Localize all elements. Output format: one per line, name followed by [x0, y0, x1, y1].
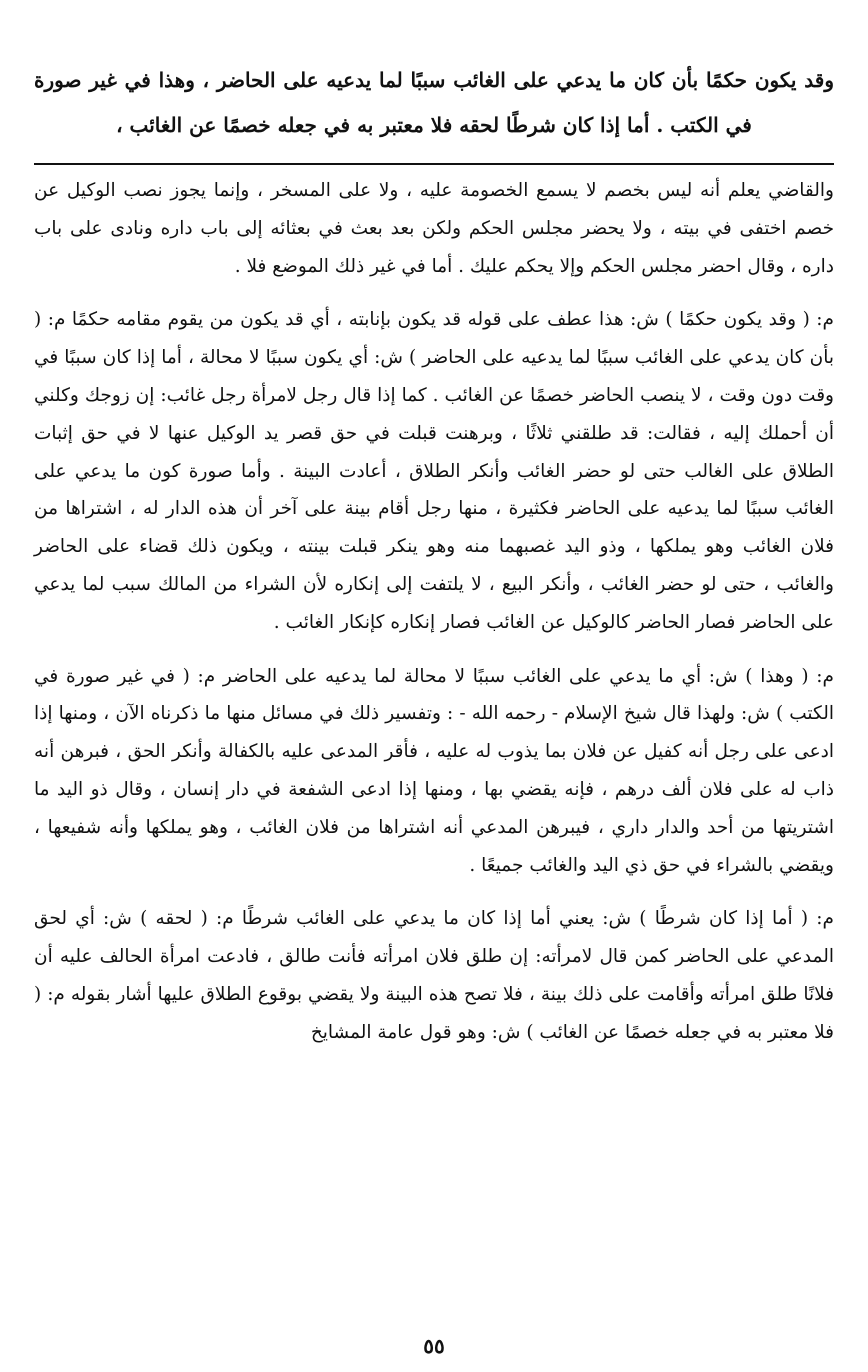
separator-rule [34, 163, 834, 165]
matn-header-text: وقد يكون حكمًا بأن كان ما يدعي على الغائب سببًا لما يدعيه على الحاضر ، وهذا في غير صورة في الكتب . أما إذا كان شرطًا لحقه فلا معتبر به في جعله خصمًا عن الغائب ، [34, 68, 834, 137]
commentary-paragraph-2: م: ( وقد يكون حكمًا ) ش: هذا عطف على قوله قد يكون بإنابته ، أي قد يكون من يقوم مقامه حكمًا م: ( بأن كان يدعي على الغائب سببًا لما يدعيه على الحاضر ) ش: أي يكون سببًا لا محالة ، أما إذا كان سببًا في وقت دون وقت ، لا ينصب الحاضر خصمًا عن الغائب . كما إذا قال رجل لامرأة رجل غائب: إن زوجك وكلني أن أحملك إليه ، فقالت: قد طلقني ثلاثًا ، وبرهنت قبلت في حق قصر يد الوكيل عنها لا في حق إثبات الطلاق على الغالب حتى لو حضر الغائب وأنكر الطلاق ، أعادت البينة . وأما صورة كون ما يدعي على الغائب سببًا لما يدعيه على الحاضر فكثيرة ، منها رجل أقام بينة على آخر أن هذه الدار له ، اشتراها من فلان الغائب وهو يملكها ، وذو اليد غصبهما منه وهو ينكر قبلت بينته ، ويكون ذلك قضاء على الحاضر والغائب ، حتى لو حضر الغائب ، وأنكر البيع ، لا يلتفت إلى إنكاره لأن الشراء من المالك سبب لما يدعي على الحاضر فصار الحاضر كالوكيل عن الغائب فصار إنكاره كإنكار الغائب . [34, 309, 834, 633]
commentary-paragraph-1: والقاضي يعلم أنه ليس بخصم لا يسمع الخصومة عليه ، ولا على المسخر ، وإنما يجوز نصب الوكيل عن خصم اختفى في بيته ، ولا يحضر مجلس الحكم ولكن بعد بعث في بعثائه إلى باب داره ونادى على باب داره ، وقال احضر مجلس الحكم وإلا يحكم عليك . أما في غير ذلك الموضع فلا . [34, 180, 834, 277]
commentary-paragraph-4: م: ( أما إذا كان شرطًا ) ش: يعني أما إذا كان ما يدعي على الغائب شرطًا م: ( لحقه ) ش: أي لحق المدعي على الحاضر كمن قال لامرأته: إن طلق فلان امرأته فأنت طالق ، فادعت امرأة الحالف عليه أن فلانًا طلق امرأته وأقامت على ذلك بينة ، فلا تصح هذه البينة ولا يقضي بوقوع الطلاق عليها أشار بقوله م: ( فلا معتبر به في جعله خصمًا عن الغائب ) ش: وهو قول عامة المشايخ [34, 908, 834, 1043]
commentary-paragraph-3: م: ( وهذا ) ش: أي ما يدعي على الغائب سببًا لا محالة لما يدعيه على الحاضر م: ( في غير صورة في الكتب ) ش: ولهذا قال شيخ الإسلام - رحمه الله - : وتفسير ذلك في مسائل منها ما ذكرناه الآن ، ومنها إذا ادعى على رجل أنه كفيل عن فلان بما يذوب له عليه ، فأقر المدعى عليه بالكفالة وأنكر الحق ، فبرهن أنه ذاب له على فلان ألف درهم ، فإنه يقضي بها ، ومنها إذا ادعى الشفعة في دار إنسان ، وقال ذو اليد ما اشتريتها من أحد والدار داري ، فيبرهن المدعي أنه اشتراها من فلان الغائب ، وهو يملكها وأنه شفيعها ، ويقضي بالشراء في حق ذي اليد والغائب جميعًا . [34, 665, 834, 876]
page-number: ٥٥ [423, 1334, 445, 1358]
commentary-body [34, 172, 834, 1052]
